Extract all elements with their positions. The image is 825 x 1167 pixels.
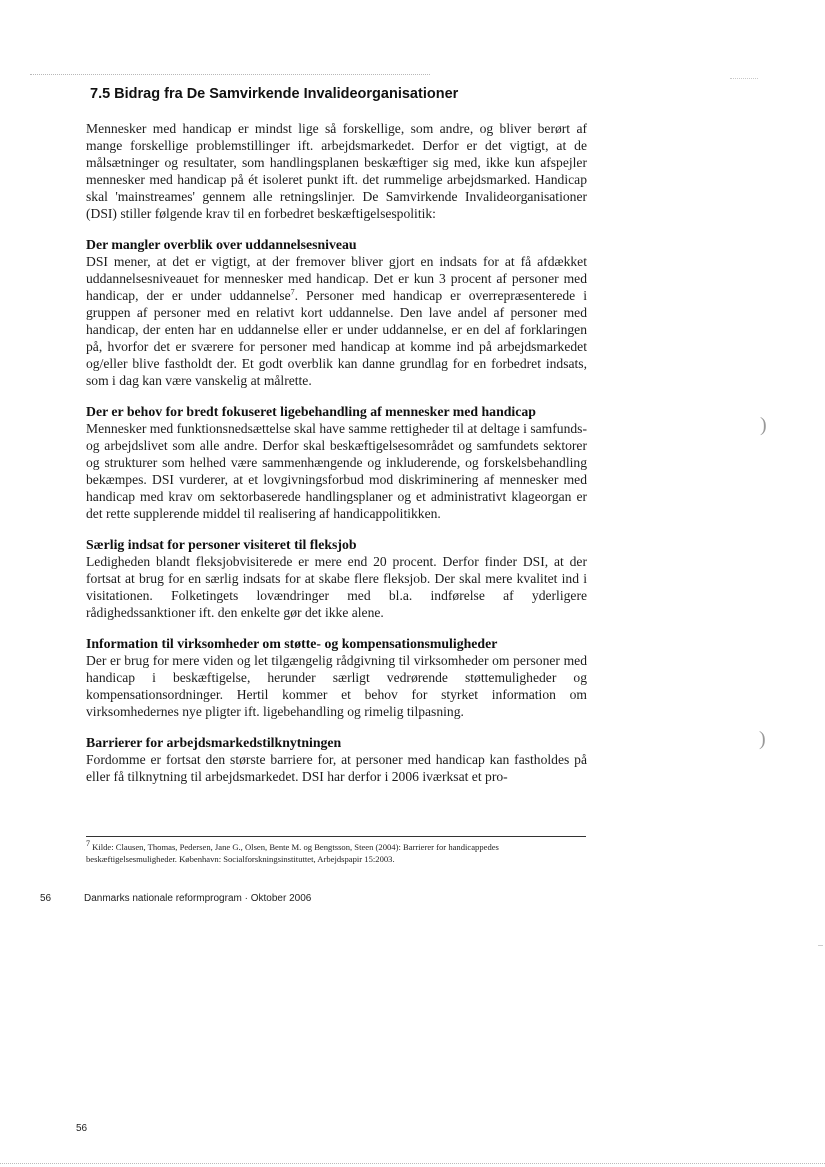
body-text xyxy=(86,120,587,799)
scan-bracket-mark: ) xyxy=(760,414,767,436)
subsection-heading: Der mangler overblik over uddannelsesniveau xyxy=(86,237,357,252)
subsection-heading: Information til virksomheder om støtte- og kompensationsmuligheder xyxy=(86,636,498,651)
footnote-reference: 7 xyxy=(290,287,295,297)
footer-page-number: 56 xyxy=(40,893,52,904)
footnote: 7 Kilde: Clausen, Thomas, Pedersen, Jane G., Olsen, Bente M. og Bengtsson, Steen (2004): Barrierer for handicappedes beskæftigelsesmuligheder. København: Socialforskningsinstituttet, Arbejdspapir 15:2003. xyxy=(86,839,499,864)
subsection-barriers xyxy=(86,734,587,785)
subsection-education xyxy=(86,236,587,389)
scan-edge-mark xyxy=(818,945,823,946)
scan-bottom-edge xyxy=(0,1163,825,1164)
scan-artifact-line xyxy=(730,78,758,79)
subsection-paragraph: Der er brug for mere viden og let tilgængelig rådgivning til virksomheder om personer med handicap i beskæftigelse, herunder særligt vedrørende støttemuligheder og kompensationsordninger. Hertil kommer et behov for styrket information om virksomhedernes nye pligter ift. ligebehandling og rimelig tilpasning. xyxy=(86,653,587,719)
footer-title: Danmarks nationale reformprogram · Oktober 2006 xyxy=(84,893,312,904)
subsection-heading: Særlig indsat for personer visiteret til fleksjob xyxy=(86,537,357,552)
scan-bracket-mark: ) xyxy=(759,728,766,750)
scan-artifact-line xyxy=(30,74,430,75)
bottom-page-number: 56 xyxy=(76,1123,88,1134)
subsection-heading: Barrierer for arbejdsmarkedstilknytningen xyxy=(86,735,342,750)
section-heading: 7.5 Bidrag fra De Samvirkende Invalideorganisationer xyxy=(90,86,459,102)
subsection-paragraph: Fordomme er fortsat den største barriere for, at personer med handicap kan fastholdes på eller få tilknytning til arbejdsmarkedet. DSI har derfor i 2006 iværksat et pro- xyxy=(86,752,587,784)
subsection-flexjob xyxy=(86,536,587,621)
footnote-number: 7 xyxy=(86,839,90,849)
subsection-company-information xyxy=(86,635,587,720)
intro-paragraph: Mennesker med handicap er mindst lige så forskellige, som andre, og bliver berørt af mange forskellige problemstillinger ift. arbejdsmarkedet. Derfor er det vigtigt, at de målsætninger og resultater, som handlingsplanen beskæftiger sig med, ikke kun afspejler mennesker med handicap på ét isoleret punkt ift. det rummelige arbejdsmarked. Handicap skal 'mainstreames' gennem alle retningslinjer. De Samvirkende Invalideorganisationer (DSI) stiller følgende krav til en forbedret beskæftigelsespolitik: xyxy=(86,121,587,221)
subsection-paragraph: DSI mener, at det er vigtigt, at der fremover bliver gjort en indsats for at få afdækket uddannelsesniveauet for mennesker med handicap. Det er kun 3 procent af personer med handicap, der er under uddannelse$^7$. Personer med handicap er overrepræsenterede i gruppen af personer med en relativt kort uddannelse. Den lave andel af personer med handicap, der enten har en uddannelse eller er under uddannelse, er en del af forklaringen på, hvorfor det er sværere for personer med handicap at komme ind på arbejdsmarkedet og/eller blive fastholdt der. Et godt overblik kan danne grundlag for en forbedret indsats, som i dag kan være vanskelig at målrette. xyxy=(86,254,587,388)
subsection-heading: Der er behov for bredt fokuseret ligebehandling af mennesker med handicap xyxy=(86,404,536,419)
subsection-paragraph: Mennesker med funktionsnedsættelse skal have samme rettigheder til at deltage i samfunds- og arbejdslivet som alle andre. Derfor skal beskæftigelsesområdet og samfundets sektorer og strukturer som helhed være sammenhængende og inkluderende, og forskelsbehandling bekæmpes. DSI vurderer, at et lovgivningsforbud mod diskriminering af mennesker med handicap med krav om sektorbaserede handlingsplaner og et administrativt klageorgan er det rette supplerende middel til realisering af handicappolitikken. xyxy=(86,421,587,521)
subsection-paragraph: Ledigheden blandt fleksjobvisiterede er mere end 20 procent. Derfor finder DSI, at der fortsat at brug for en særlig indsats for at skabe flere fleksjob. Der skal mere kvalitet ind i visitationen. Folketingets lovændringer med bl.a. indførelse af yderligere rådighedssanktioner ift. den enkelte gør det ikke alene. xyxy=(86,554,587,620)
subsection-equal-treatment xyxy=(86,403,587,522)
footnote-divider xyxy=(86,836,586,837)
